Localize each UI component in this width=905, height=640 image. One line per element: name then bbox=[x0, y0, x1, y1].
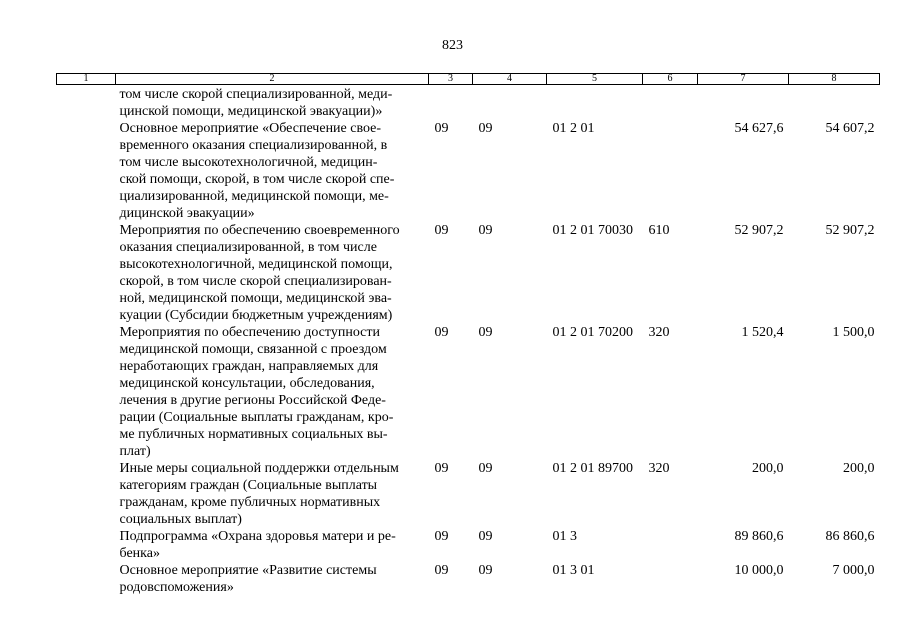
row-sum2-cell: 54 607,2 bbox=[825, 121, 875, 136]
row-name-line: бенка» bbox=[119, 546, 160, 561]
row-sum2-cell: 200,0 bbox=[843, 461, 875, 476]
table-row bbox=[57, 85, 880, 121]
row-name-line: медицинской консультации, обследования, bbox=[119, 376, 375, 391]
row-name-line: родовспоможения» bbox=[119, 580, 234, 595]
row-rz-cell: 09 bbox=[434, 563, 449, 578]
table-body bbox=[57, 85, 880, 597]
row-index-cell bbox=[57, 460, 116, 528]
row-name-line: лечения в другие регионы Российской Феде- bbox=[119, 393, 386, 408]
row-name-cell bbox=[116, 460, 429, 528]
row-vr-cell: 320 bbox=[648, 325, 670, 340]
row-pr-cell: 09 bbox=[478, 121, 493, 136]
column-header-7: 7 bbox=[698, 74, 789, 85]
row-name-cell bbox=[116, 562, 429, 596]
row-name-line: Основное мероприятие «Обеспечение свое- bbox=[119, 121, 382, 136]
row-csr-cell: 01 2 01 89700 bbox=[552, 461, 633, 476]
row-pr-cell bbox=[473, 85, 547, 121]
column-header-8: 8 bbox=[789, 74, 880, 85]
row-name-cell bbox=[116, 222, 429, 324]
row-sum1-cell: 200,0 bbox=[752, 461, 784, 476]
row-rz-cell bbox=[429, 85, 473, 121]
row-index-cell bbox=[57, 562, 116, 596]
row-csr-cell: 01 2 01 bbox=[552, 121, 595, 136]
row-rz-cell: 09 bbox=[434, 461, 449, 476]
row-name-line: неработающих граждан, направляемых для bbox=[119, 359, 379, 374]
row-sum1-cell: 10 000,0 bbox=[734, 563, 784, 578]
table-row bbox=[57, 528, 880, 562]
row-sum1-cell: 89 860,6 bbox=[734, 529, 784, 544]
row-csr-cell: 01 3 01 bbox=[552, 563, 595, 578]
row-rz-cell: 09 bbox=[434, 121, 449, 136]
row-vr-cell bbox=[643, 562, 698, 596]
row-sum1-cell: 1 520,4 bbox=[741, 325, 784, 340]
row-sum2-cell: 86 860,6 bbox=[825, 529, 875, 544]
table-row bbox=[57, 324, 880, 460]
row-name-line: том числе высокотехнологичной, медицин- bbox=[119, 155, 378, 170]
row-name-line: Подпрограмма «Охрана здоровья матери и ре- bbox=[119, 529, 396, 544]
row-name-line: высокотехнологичной, медицинской помощи, bbox=[119, 257, 393, 272]
row-name-line: медицинской помощи, связанной с проездом bbox=[119, 342, 387, 357]
row-sum2-cell: 1 500,0 bbox=[832, 325, 875, 340]
budget-table bbox=[56, 73, 880, 596]
row-index-cell bbox=[57, 528, 116, 562]
row-sum2-cell: 52 907,2 bbox=[825, 223, 875, 238]
row-name-line: ме публичных нормативных социальных вы- bbox=[119, 427, 388, 442]
row-pr-cell: 09 bbox=[478, 325, 493, 340]
row-vr-cell bbox=[643, 528, 698, 562]
row-name-line: плат) bbox=[119, 444, 151, 459]
row-name-line: дицинской эвакуации» bbox=[119, 206, 255, 221]
column-header-1: 1 bbox=[57, 74, 116, 85]
table-row bbox=[57, 120, 880, 222]
row-name-line: оказания специализированной, в том числе bbox=[119, 240, 377, 255]
row-name-line: ской помощи, скорой, в том числе скорой спе- bbox=[119, 172, 395, 187]
row-sum1-cell: 54 627,6 bbox=[734, 121, 784, 136]
row-name-line: временного оказания специализированной, в bbox=[119, 138, 388, 153]
row-sum1-cell: 52 907,2 bbox=[734, 223, 784, 238]
row-name-line: цинской помощи, медицинской эвакуации)» bbox=[119, 104, 383, 119]
row-index-cell bbox=[57, 120, 116, 222]
row-sum2-cell bbox=[789, 85, 880, 121]
row-vr-cell bbox=[643, 85, 698, 121]
row-csr-cell: 01 3 bbox=[552, 529, 577, 544]
row-csr-cell: 01 2 01 70200 bbox=[552, 325, 633, 340]
row-vr-cell: 610 bbox=[648, 223, 670, 238]
column-header-2: 2 bbox=[116, 74, 429, 85]
row-name-cell bbox=[116, 528, 429, 562]
table-row bbox=[57, 222, 880, 324]
row-pr-cell: 09 bbox=[478, 223, 493, 238]
row-name-line: рации (Социальные выплаты гражданам, кро- bbox=[119, 410, 394, 425]
page-number: 823 bbox=[442, 38, 463, 53]
row-sum1-cell bbox=[698, 85, 789, 121]
table-row bbox=[57, 460, 880, 528]
column-header-4: 4 bbox=[473, 74, 547, 85]
row-name-line: Мероприятия по обеспечению доступности bbox=[119, 325, 380, 340]
row-sum2-cell: 7 000,0 bbox=[832, 563, 875, 578]
row-rz-cell: 09 bbox=[434, 325, 449, 340]
header-row bbox=[57, 74, 880, 85]
column-header-5: 5 bbox=[547, 74, 643, 85]
row-name-line: Основное мероприятие «Развитие системы bbox=[119, 563, 377, 578]
row-name-line: том числе скорой специализированной, меди- bbox=[119, 87, 393, 102]
row-pr-cell: 09 bbox=[478, 529, 493, 544]
row-name-line: циализированной, медицинской помощи, ме- bbox=[119, 189, 389, 204]
row-vr-cell: 320 bbox=[648, 461, 670, 476]
row-name-line: Мероприятия по обеспечению своевременного bbox=[119, 223, 400, 238]
row-name-cell bbox=[116, 324, 429, 460]
row-pr-cell: 09 bbox=[478, 461, 493, 476]
row-index-cell bbox=[57, 85, 116, 121]
row-name-line: социальных выплат) bbox=[119, 512, 242, 527]
row-name-line: гражданам, кроме публичных нормативных bbox=[119, 495, 381, 510]
table-row bbox=[57, 562, 880, 596]
table-header bbox=[57, 74, 880, 85]
row-index-cell bbox=[57, 324, 116, 460]
row-csr-cell: 01 2 01 70030 bbox=[552, 223, 633, 238]
row-name-line: куации (Субсидии бюджетным учреждениям) bbox=[119, 308, 393, 323]
row-name-line: категориям граждан (Социальные выплаты bbox=[119, 478, 378, 493]
row-rz-cell: 09 bbox=[434, 223, 449, 238]
row-name-line: скорой, в том числе скорой специализирован- bbox=[119, 274, 392, 289]
row-name-line: ной, медицинской помощи, медицинской эва- bbox=[119, 291, 392, 306]
row-index-cell bbox=[57, 222, 116, 324]
row-name-cell bbox=[116, 120, 429, 222]
column-header-3: 3 bbox=[429, 74, 473, 85]
row-csr-cell bbox=[547, 85, 643, 121]
row-vr-cell bbox=[643, 120, 698, 222]
row-name-cell bbox=[116, 85, 429, 121]
row-pr-cell: 09 bbox=[478, 563, 493, 578]
row-rz-cell: 09 bbox=[434, 529, 449, 544]
row-name-line: Иные меры социальной поддержки отдельным bbox=[119, 461, 399, 476]
column-header-6: 6 bbox=[643, 74, 698, 85]
